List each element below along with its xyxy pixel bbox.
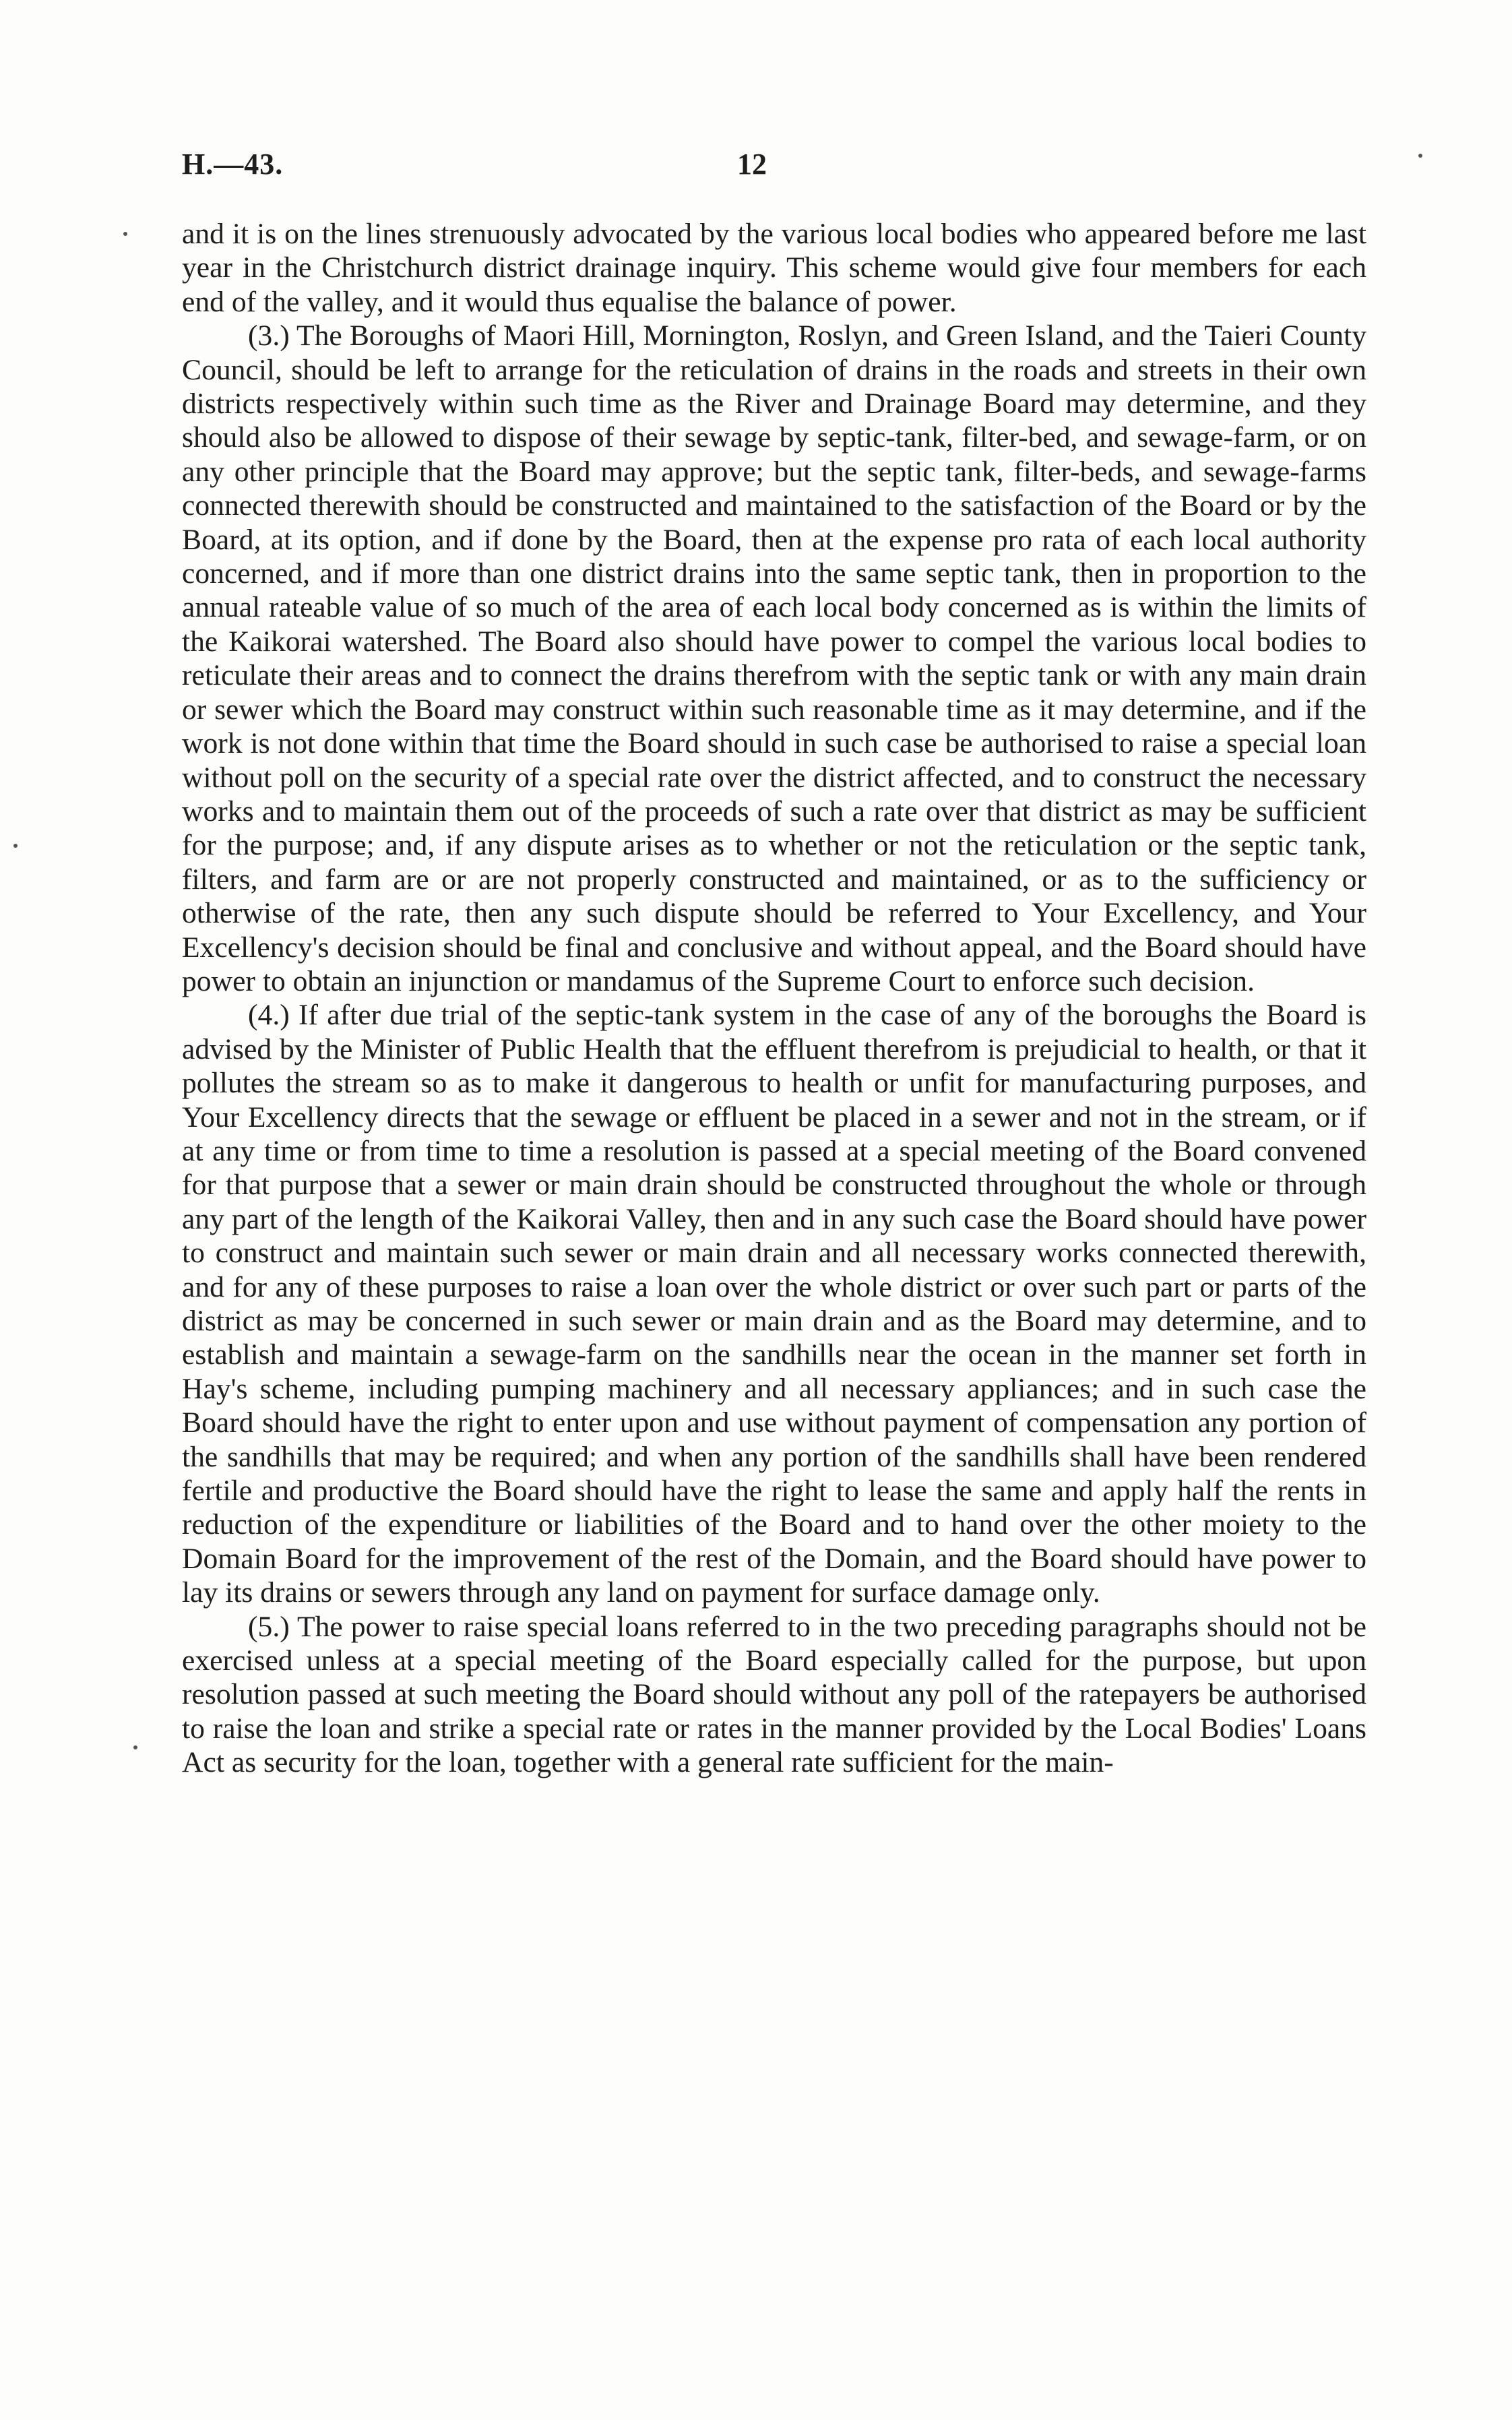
margin-speck bbox=[133, 1745, 137, 1749]
paragraph-continuation: and it is on the lines strenuously advocated by the various local bodies who appeared before me last year in the Christchurch district drainage inquiry. This scheme would give four members for each end of the valley, and it would thus equalise the balance of power. bbox=[182, 218, 1366, 318]
page-number: 12 bbox=[737, 148, 767, 181]
margin-speck bbox=[13, 844, 18, 848]
paragraph-3: (3.) The Boroughs of Maori Hill, Mornington, Roslyn, and Green Island, and the Taieri County Council, should be left to arrange for the reticulation of drains in the roads and streets in their own districts respectively within such time as the River and Drainage Board may determine, and they should also be allowed to dispose of their sewage by septic-tank, filter-bed, and sewage-farm, or on any other principle that the Board may approve; but the septic tank, filter-beds, and sewage-farms connected therewith should be constructed and maintained to the satisfaction of the Board or by the Board, at its option, and if done by the Board, then at the expense pro rata of each local authority concerned, and if more than one district drains into the same septic tank, then in proportion to the annual rateable value of so much of the area of each local body concerned as is within the limits of the Kaikorai watershed. The Board also should have power to compel the various local bodies to reticulate their areas and to connect the drains therefrom with the septic tank or with any main drain or sewer which the Board may construct within such reasonable time as it may determine, and if the work is not done within that time the Board should in such case be authorised to raise a special loan without poll on the security of a special rate over the district affected, and to construct the necessary works and to maintain them out of the proceeds of such a rate over that district as may be sufficient for the purpose; and, if any dispute arises as to whether or not the reticulation or the septic tank, filters, and farm are or are not properly constructed and maintained, or as to the sufficiency or otherwise of the rate, then any such dispute should be referred to Your Excellency, and Your Excellency's decision should be final and conclusive and without appeal, and the Board should have power to obtain an injunction or mandamus of the Supreme Court to enforce such decision. bbox=[182, 319, 1366, 997]
running-head bbox=[182, 147, 1361, 187]
paragraph-5: (5.) The power to raise special loans referred to in the two preceding paragraphs should not be exercised unless at a special meeting of the Board especially called for the purpose, but upon resolution passed at such meeting the Board should without any poll of the ratepayers be authorised to raise the loan and strike a special rate or rates in the manner provided by the Local Bodies' Loans Act as security for the loan, together with a general rate sufficient for the main- bbox=[182, 1610, 1366, 1779]
document-reference: H.—43. bbox=[182, 148, 284, 181]
margin-speck bbox=[123, 232, 127, 236]
body-text bbox=[182, 217, 1366, 1780]
margin-speck bbox=[1418, 154, 1422, 158]
paragraph-4: (4.) If after due trial of the septic-tank system in the case of any of the boroughs the Board is advised by the Minister of Public Health that the effluent therefrom is prejudicial to health, or that it pollutes the stream so as to make it dangerous to health or unfit for manufacturing purposes, and Your Excellency directs that the sewage or effluent be placed in a sewer and not in the stream, or if at any time or from time to time a resolution is passed at a special meeting of the Board convened for that purpose that a sewer or main drain should be constructed throughout the whole or through any part of the length of the Kaikorai Valley, then and in any such case the Board should have power to construct and maintain such sewer or main drain and all necessary works connected therewith, and for any of these purposes to raise a loan over the whole district or over such part or parts of the district as may be concerned in such sewer or main drain and as the Board may determine, and to establish and maintain a sewage-farm on the sandhills near the ocean in the manner set forth in Hay's scheme, including pumping machinery and all necessary appliances; and in such case the Board should have the right to enter upon and use without payment of compensation any portion of the sandhills that may be required; and when any portion of the sandhills shall have been rendered fertile and productive the Board should have the right to lease the same and apply half the rents in reduction of the expenditure or liabilities of the Board and to hand over the other moiety to the Domain Board for the improvement of the rest of the Domain, and the Board should have power to lay its drains or sewers through any land on payment for surface damage only. bbox=[182, 999, 1366, 1609]
